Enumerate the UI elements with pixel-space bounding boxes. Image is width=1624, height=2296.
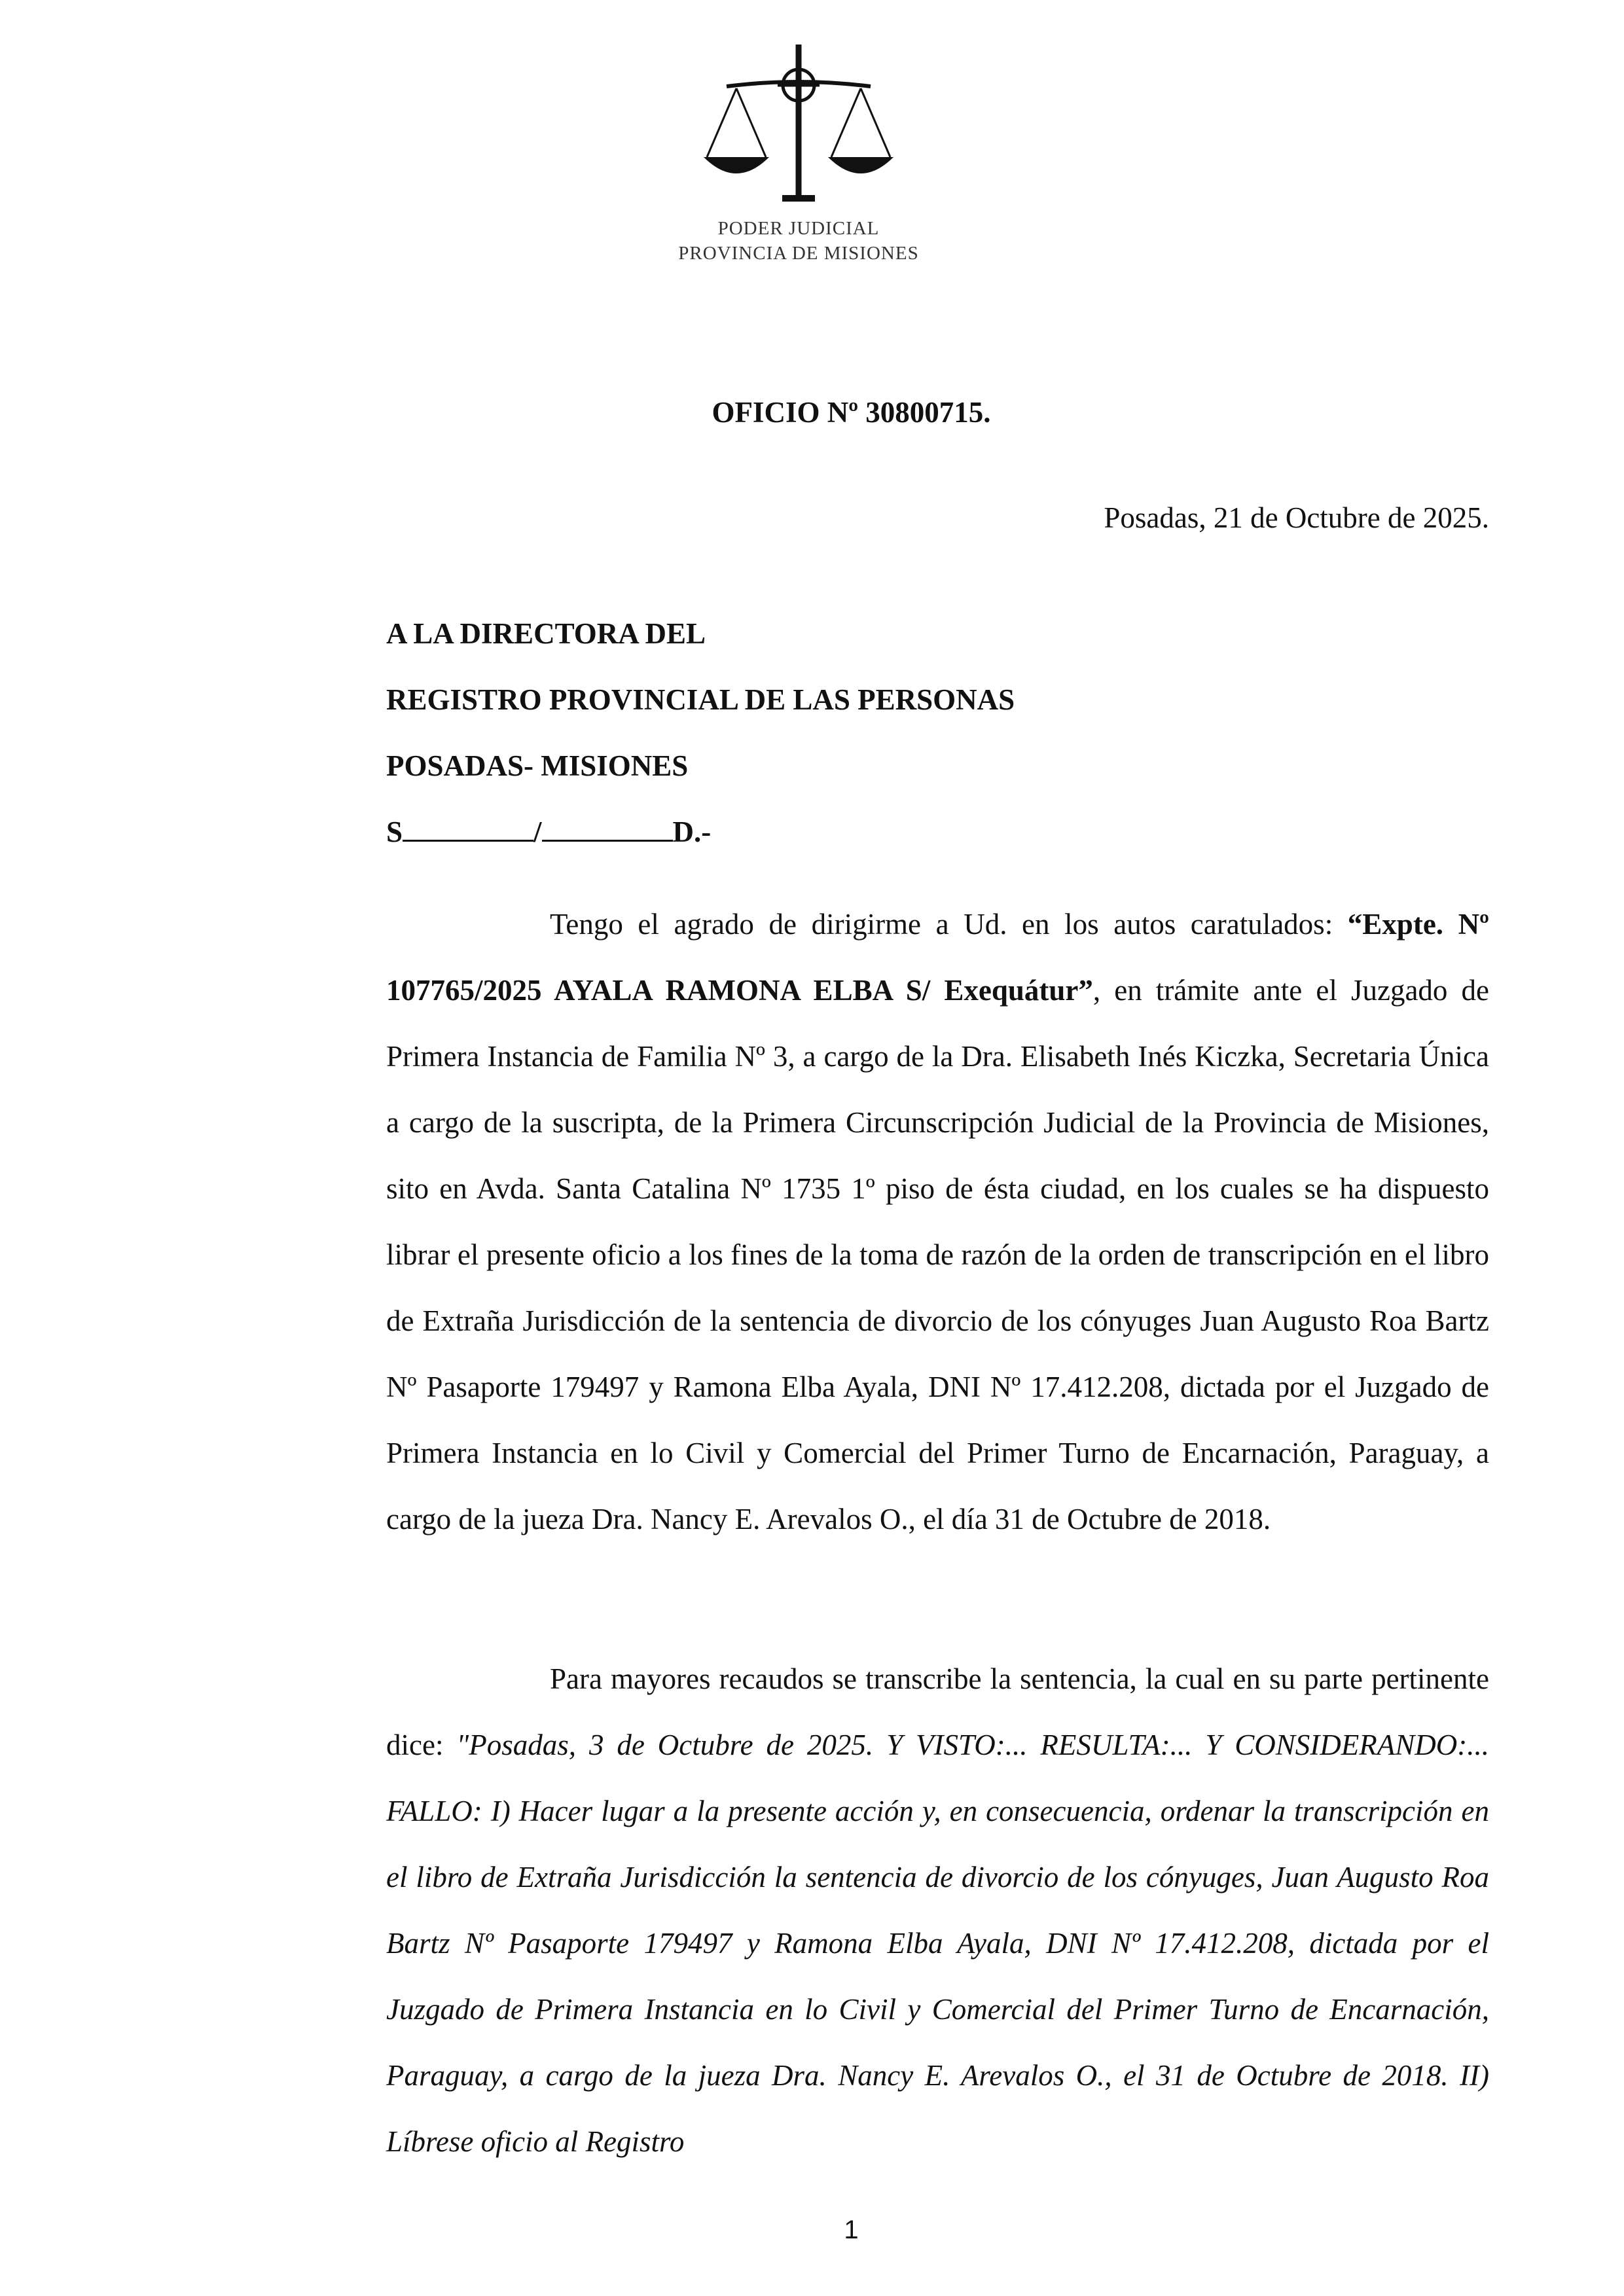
sd-blank-1: [403, 817, 533, 842]
logo-text-line2: PROVINCIA DE MISIONES: [678, 243, 919, 264]
recipient-block: [386, 601, 1015, 865]
paragraph-2-intro: Para mayores recaudos se transcribe la sentencia, la cual en su parte pertinente dice:: [386, 1662, 1489, 1761]
salutation-sd: [386, 799, 711, 865]
case-title: “Expte. Nº 107765/2025 AYALA RAMONA ELBA S/ Exequátur”: [386, 908, 1489, 1007]
logo-text-line1: PODER JUDICIAL: [717, 218, 880, 239]
recipient-line3: POSADAS- MISIONES: [386, 749, 689, 782]
scales-of-justice-icon: [700, 39, 897, 216]
sentence-quote: "Posadas, 3 de Octubre de 2025. Y VISTO:... RESULTA:... Y CONSIDERANDO:... FALLO: I) Hacer lugar a la presente acción y, en consecuencia, ordenar la transcripción en el libro de Extraña Jurisdicción la sentencia de divorcio de los cónyuges, Juan Augusto Roa Bartz Nº Pasaporte 179497 y Ramona Elba Ayala, DNI Nº 17.412.208, dictada por el Juzgado de Primera Instancia en lo Civil y Comercial del Primer Turno de Encarnación, Paraguay, a cargo de la jueza Dra. Nancy E. Arevalos O., el 31 de Octubre de 2018. II) Líbrese oficio al Registro: [386, 1729, 1489, 2158]
judicial-logo: [661, 39, 936, 288]
document-date: Posadas, 21 de Octubre de 2025.: [1104, 501, 1489, 534]
recipient-line2: REGISTRO PROVINCIAL DE LAS PERSONAS: [386, 683, 1015, 716]
paragraph-2: [386, 1646, 1489, 2175]
paragraph-1-body: , en trámite ante el Juzgado de Primera Instancia de Familia Nº 3, a cargo de la Dra. Elisabeth Inés Kiczka, Secretaria Única a cargo de la suscripta, de la Primera Circunscripción Judicial de la Provincia de Misiones, sito en Avda. Santa Catalina Nº 1735 1º piso de ésta ciudad, en los cuales se ha dispuesto librar el presente oficio a los fines de la toma de razón de la orden de transcripción en el libro de Extraña Jurisdicción de la sentencia de divorcio de los cónyuges Juan Augusto Roa Bartz Nº Pasaporte 179497 y Ramona Elba Ayala, DNI Nº 17.412.208, dictada por el Juzgado de Primera Instancia en lo Civil y Comercial del Primer Turno de Encarnación, Paraguay, a cargo de la jueza Dra. Nancy E. Arevalos O., el día 31 de Octubre de 2018.: [386, 974, 1489, 1535]
sd-d: D.-: [672, 816, 712, 848]
paragraph-1-intro: Tengo el agrado de dirigirme a Ud. en los autos caratulados:: [550, 908, 1348, 941]
sd-slash: /: [533, 816, 542, 848]
recipient-line1: A LA DIRECTORA DEL: [386, 617, 706, 650]
page-number: 1: [844, 2215, 859, 2244]
sd-blank-2: [542, 817, 673, 842]
sd-s: S: [386, 816, 403, 848]
paragraph-1: [386, 891, 1489, 1552]
document-title: OFICIO Nº 30800715.: [712, 396, 991, 429]
